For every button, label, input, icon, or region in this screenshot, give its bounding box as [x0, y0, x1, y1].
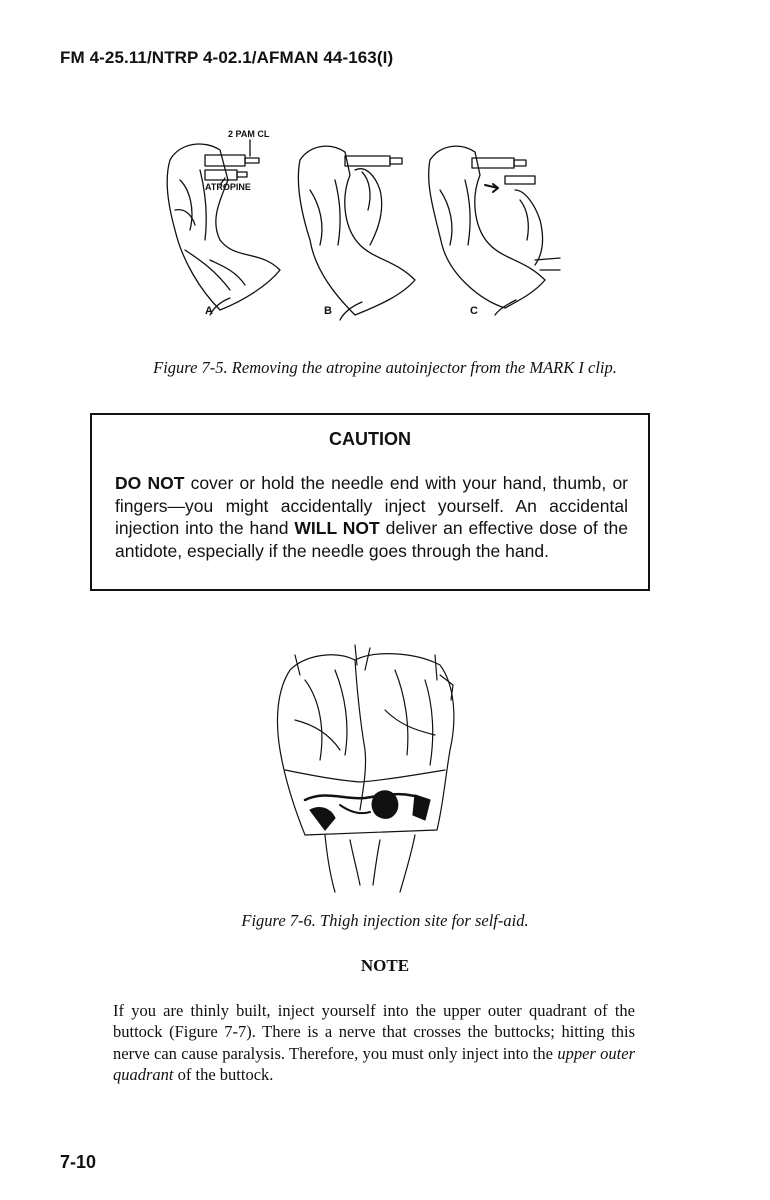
caution-do-not: DO NOT — [115, 473, 185, 493]
caution-text — [115, 472, 628, 562]
document-header: FM 4-25.11/NTRP 4-02.1/AFMAN 44-163(I) — [60, 48, 394, 67]
label-atropine: ATROPINE — [205, 182, 251, 192]
panel-c-arm-drawing — [429, 146, 560, 315]
panel-b-label: B — [324, 305, 332, 317]
panel-a-arm-drawing — [167, 140, 280, 315]
note-text-part3: of the buttock. — [173, 1064, 274, 1084]
figure-7-5-illustration — [150, 120, 570, 330]
label-2pam-cl: 2 PAM CL — [228, 129, 270, 139]
page-number: 7-10 — [60, 1152, 97, 1172]
panel-a-label: A — [205, 305, 213, 317]
note-text-part1: If you are thinly built, inject yourself into the upper outer quadrant of the buttock (Figure 7-7). There is a nerve that crosses the buttocks; hitting this nerve can cause paralysis. Therefore, you must only inject into the — [113, 1001, 635, 1063]
panel-c-label: C — [470, 305, 478, 317]
caution-text-part2: cover or hold the needle end with your hand, thumb, or fingers—you might accidentally inject yourself. An accidental injection into the hand — [115, 473, 629, 539]
note-title: NOTE — [360, 956, 410, 975]
caution-box — [90, 413, 650, 591]
caution-will-not: WILL NOT — [294, 518, 380, 539]
caution-title: CAUTION — [329, 429, 411, 449]
note-text — [113, 1000, 635, 1085]
panel-b-arm-drawing — [298, 146, 415, 320]
caution-text-part4: deliver an effective dose of the antidote, especially if the needle goes through the hand. — [115, 518, 628, 561]
figure-7-6-illustration — [265, 640, 475, 895]
note-text-emphasis: upper outer quadrant — [113, 1043, 636, 1084]
figure-7-5-caption: Figure 7-5. Removing the atropine autoinjector from the MARK I clip. — [153, 358, 617, 377]
figure-7-6-caption: Figure 7-6. Thigh injection site for self-aid. — [241, 911, 529, 930]
